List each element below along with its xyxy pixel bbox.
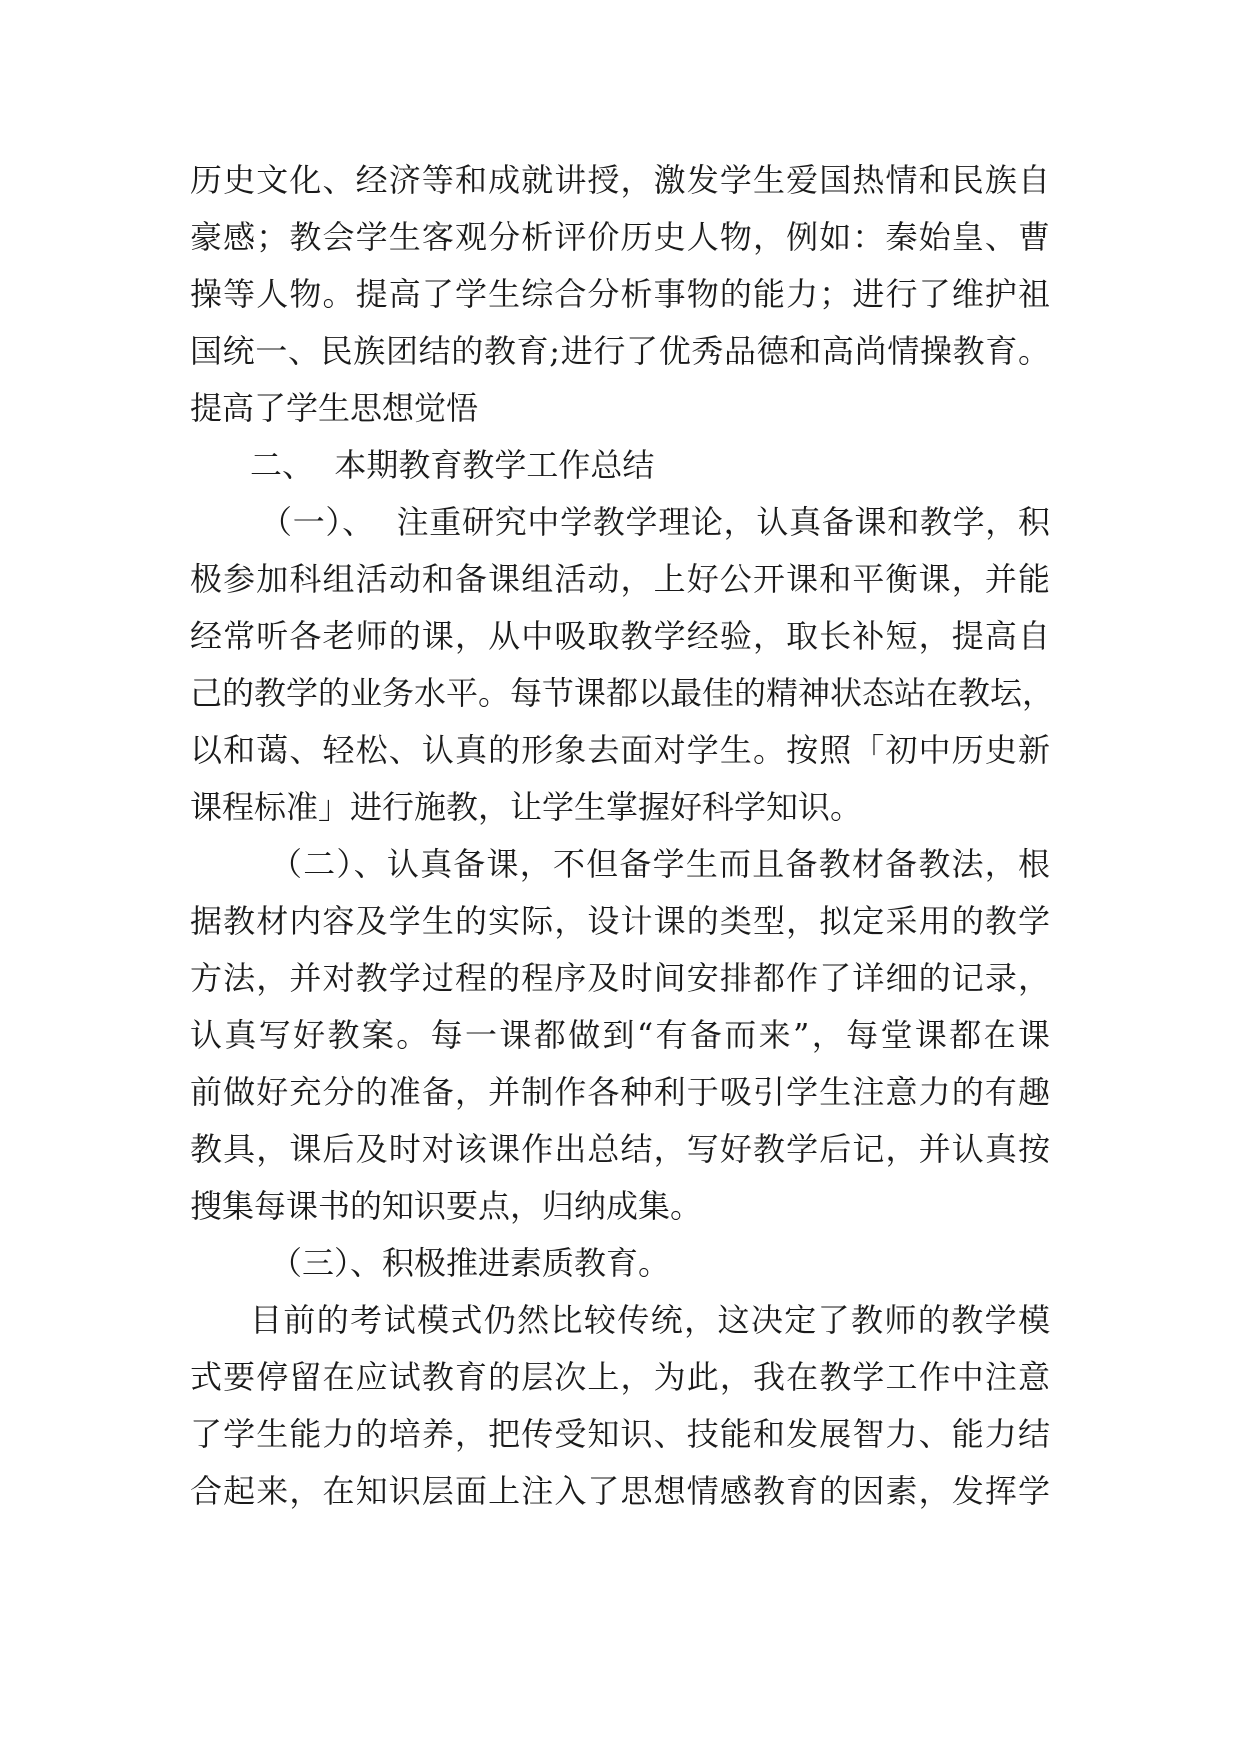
text-line: 极参加科组活动和备课组活动，上好公开课和平衡课，并能 bbox=[190, 560, 1050, 598]
text-line: 式要停留在应试教育的层次上，为此，我在教学工作中注意 bbox=[190, 1358, 1050, 1396]
text-line: 了学生能力的培养，把传受知识、技能和发展智力、能力结 bbox=[190, 1415, 1050, 1453]
section-heading: （三）、积极推进素质教育。 bbox=[270, 1244, 671, 1282]
text-line: 以和蔼、轻松、认真的形象去面对学生。按照「初中历史新 bbox=[190, 731, 1050, 769]
text-line: 豪感；教会学生客观分析评价历史人物，例如：秦始皇、曹 bbox=[190, 218, 1050, 256]
text-line: （二）、认真备课，不但备学生而且备教材备教法，根 bbox=[270, 845, 1050, 883]
text-line: 教具，课后及时对该课作出总结，写好教学后记，并认真按 bbox=[190, 1130, 1050, 1168]
text-line: 历史文化、经济等和成就讲授，激发学生爱国热情和民族自 bbox=[190, 161, 1050, 199]
text-line: 提高了学生思想觉悟 bbox=[190, 389, 479, 427]
section-heading: 二、 本期教育教学工作总结 bbox=[250, 446, 655, 484]
text-line: 认真写好教案。每一课都做到“有备而来”，每堂课都在课 bbox=[190, 1016, 1050, 1054]
text-line: 目前的考试模式仍然比较传统，这决定了教师的教学模 bbox=[250, 1301, 1050, 1339]
text-line: 方法，并对教学过程的程序及时间安排都作了详细的记录， bbox=[190, 959, 1050, 997]
text-line: 己的教学的业务水平。每节课都以最佳的精神状态站在教坛， bbox=[190, 674, 1055, 712]
text-line: 经常听各老师的课，从中吸取教学经验，取长补短，提高自 bbox=[190, 617, 1050, 655]
text-line: 据教材内容及学生的实际，设计课的类型，拟定采用的教学 bbox=[190, 902, 1050, 940]
text-line: 前做好充分的准备，并制作各种利于吸引学生注意力的有趣 bbox=[190, 1073, 1050, 1111]
text-line: 国统一、民族团结的教育;进行了优秀品德和高尚情操教育。 bbox=[190, 332, 1050, 370]
text-line: 搜集每课书的知识要点，归纳成集。 bbox=[190, 1187, 703, 1225]
text-line: 合起来，在知识层面上注入了思想情感教育的因素，发挥学 bbox=[190, 1472, 1050, 1510]
text-line: 课程标准」进行施教，让学生掌握好科学知识。 bbox=[190, 788, 863, 826]
text-line: （一）、 注重研究中学教学理论，认真备课和教学，积 bbox=[260, 503, 1050, 541]
text-line: 操等人物。提高了学生综合分析事物的能力；进行了维护祖 bbox=[190, 275, 1050, 313]
